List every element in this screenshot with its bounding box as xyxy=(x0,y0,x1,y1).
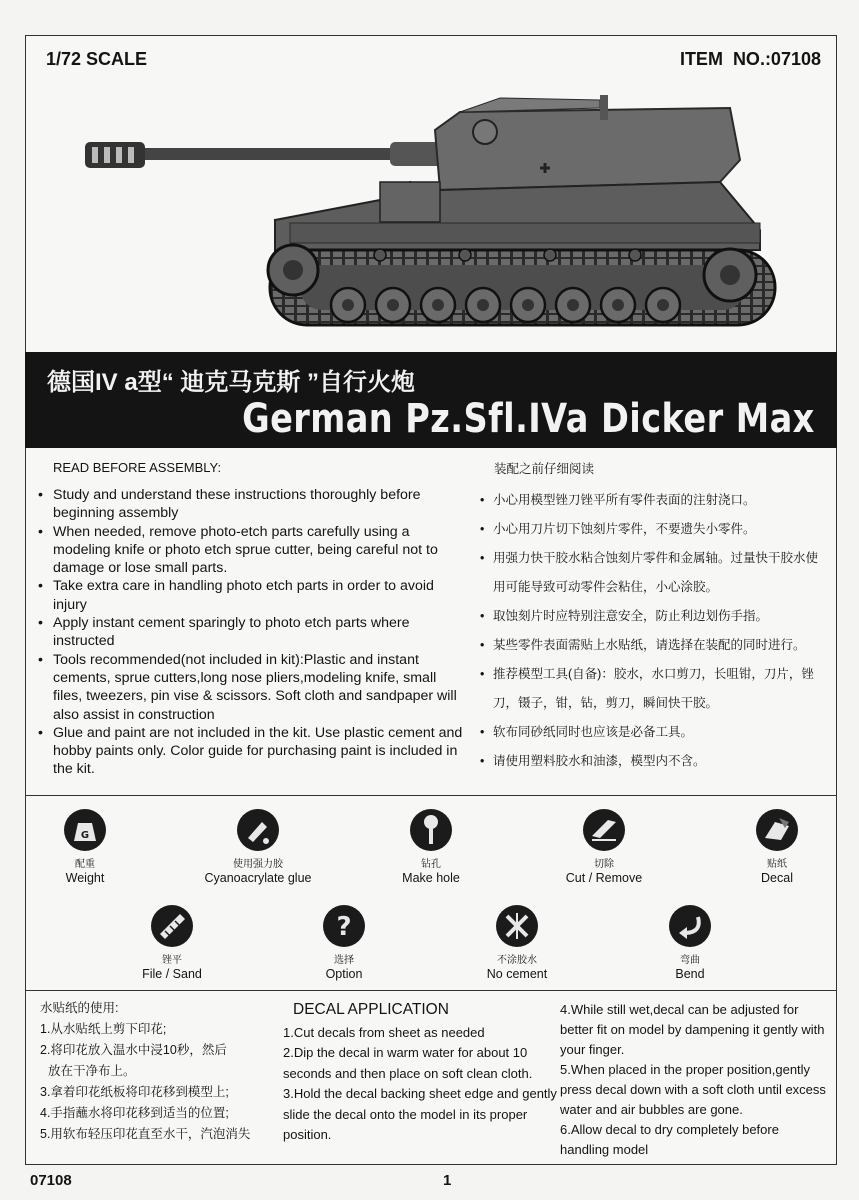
decal-step: 5.When placed in the proper position,gently press decal down with a soft cloth until excess water and air bubbles are gone. xyxy=(560,1062,826,1117)
read-before-list-cn xyxy=(480,486,830,776)
list-item: • 某些零件表面需贴上水贴纸，请选择在装配的同时进行。 xyxy=(480,631,830,660)
item-no-value: NO.:07108 xyxy=(732,49,821,69)
symbol-label-cn: 贴纸 xyxy=(767,859,787,870)
item-number xyxy=(680,49,821,70)
decal-cn-step: 5.用软布轻压印花直至水干，汽泡消失 xyxy=(40,1127,251,1141)
decal-application xyxy=(283,1000,563,1146)
drill-icon xyxy=(409,808,453,852)
knife-icon xyxy=(582,808,626,852)
symbol-label-cn: 锉平 xyxy=(162,955,182,966)
weight-icon xyxy=(63,808,107,852)
symbol-bend xyxy=(630,904,750,981)
divider xyxy=(25,990,837,991)
decal-step: 2.Dip the decal in warm water for about 10 seconds and then place on soft clean cloth. xyxy=(283,1045,533,1081)
list-item: • When needed, remove photo-etch parts carefully using a modeling knife or photo etch sprue cutter, being careful not to damage or lose small parts. xyxy=(38,523,468,578)
decal-step: 1.Cut decals from sheet as needed xyxy=(283,1024,485,1040)
list-item: • 小心用模型锉刀锉平所有零件表面的注射浇口。 xyxy=(480,486,830,515)
no-cement-icon xyxy=(495,904,539,948)
symbol-label-cn: 切除 xyxy=(594,859,614,870)
question-mark-icon xyxy=(322,904,366,948)
symbol-label-en: Cut / Remove xyxy=(565,871,643,885)
title-chinese: 德国IV a型“ 迪克马克斯 ”自行火炮 xyxy=(47,369,416,396)
symbol-label-en: No cement xyxy=(486,967,548,981)
list-item: • 请使用塑料胶水和油漆，模型内不含。 xyxy=(480,747,830,776)
bend-arrow-icon xyxy=(668,904,712,948)
list-item: • Apply instant cement sparingly to photo etch parts where instructed xyxy=(38,614,468,651)
svg-text:G: G xyxy=(80,830,90,841)
list-item: • 推荐模型工具(自备)：胶水，水口剪刀，长咀钳，刀片，锉刀，镊子，钳，钻，剪刀，瞬间快干胶。 xyxy=(480,660,830,718)
footer-item-number: 07108 xyxy=(30,1172,72,1189)
symbol-file-sand xyxy=(112,904,232,981)
symbol-label-en: Option xyxy=(325,967,363,981)
item-label: ITEM xyxy=(679,49,723,69)
decal-cn-step: 1.从水贴纸上剪下印花; xyxy=(40,1022,167,1036)
file-icon xyxy=(150,904,194,948)
symbol-label-cn: 使用强力胶 xyxy=(233,859,283,870)
list-item: • Take extra care in handling photo etch parts in order to avoid injury xyxy=(38,577,468,614)
symbol-label-en: Cyanoacrylate glue xyxy=(204,871,312,885)
symbol-weight xyxy=(25,808,145,885)
symbol-label-en: Decal xyxy=(761,871,793,885)
symbol-option xyxy=(284,904,404,981)
svg-text:?: ? xyxy=(336,912,352,942)
symbol-label-en: Weight xyxy=(65,871,105,885)
decal-step: 3.Hold the decal backing sheet edge and gently slide the decal onto the model in its proper position. xyxy=(283,1086,557,1142)
decal-cn-step: 3.拿着印花纸板将印花移到模型上; xyxy=(40,1085,229,1099)
decal-icon xyxy=(755,808,799,852)
decal-application-title: DECAL APPLICATION xyxy=(293,1001,449,1018)
symbol-make-hole xyxy=(371,808,491,885)
symbol-label-cn: 选择 xyxy=(334,955,354,966)
symbol-label-en: Make hole xyxy=(402,871,460,885)
decal-cn-title: 水贴纸的使用: xyxy=(40,1001,119,1015)
decal-step: 6.Allow decal to dry completely before handling model xyxy=(560,1122,779,1157)
list-item: • Glue and paint are not included in the kit. Use plastic cement and hobby paints only. Color guide for purchasing paint is included in the kit. xyxy=(38,724,468,779)
read-before-title-cn: 装配之前仔细阅读 xyxy=(494,462,595,476)
symbol-label-en: File / Sand xyxy=(142,967,202,981)
decal-cn-step: 放在干净布上。 xyxy=(48,1064,136,1078)
decal-cn-step: 2.将印花放入温水中浸10秒，然后 xyxy=(40,1043,227,1057)
title-banner xyxy=(25,352,837,448)
symbols-legend xyxy=(25,796,837,988)
list-item: • 小心用刀片切下蚀刻片零件，不要遗失小零件。 xyxy=(480,515,830,544)
symbol-label-cn: 弯曲 xyxy=(680,955,700,966)
list-item: • 软布同砂纸同时也应该是必备工具。 xyxy=(480,718,830,747)
list-item: • 用强力快干胶水粘合蚀刻片零件和金属轴。过量快干胶水使用可能导致可动零件会粘住，小心涂胶。 xyxy=(480,544,830,602)
read-before-title: READ BEFORE ASSEMBLY: xyxy=(53,460,222,475)
symbol-label-cn: 配重 xyxy=(75,859,95,870)
symbol-no-cement xyxy=(457,904,577,981)
scale-label: 1/72 SCALE xyxy=(46,49,148,69)
list-item: • Tools recommended(not included in kit):Plastic and instant cements, sprue cutters,long nose pliers,modeling knife, small files, tweezers, pin vise & scissors. Soft cloth and sandpaper will also assist in construction xyxy=(38,651,468,724)
symbol-label-en: Bend xyxy=(675,967,705,981)
read-before-list xyxy=(38,486,468,779)
symbol-label-cn: 不涂胶水 xyxy=(497,955,537,966)
list-item: • 取蚀刻片时应特别注意安全，防止利边划伤手指。 xyxy=(480,602,830,631)
glue-bottle-icon xyxy=(236,808,280,852)
decal-application-continued xyxy=(560,1000,830,1160)
page-number: 1 xyxy=(443,1172,452,1189)
symbol-glue xyxy=(198,808,318,885)
title-english: German Pz.Sfl.IVa Dicker Max xyxy=(242,396,815,442)
symbol-decal xyxy=(717,808,837,885)
tank-side-view-illustration xyxy=(80,90,780,340)
symbol-cut xyxy=(544,808,664,885)
symbol-label-cn: 钻孔 xyxy=(421,859,441,870)
list-item: • Study and understand these instructions thoroughly before beginning assembly xyxy=(38,486,468,523)
decal-cn-step: 4.手指蘸水将印花移到适当的位置; xyxy=(40,1106,229,1120)
decal-step: 4.While still wet,decal can be adjusted for better fit on model by dampening it gently with your finger. xyxy=(560,1002,825,1057)
decal-instructions-cn xyxy=(40,998,250,1145)
